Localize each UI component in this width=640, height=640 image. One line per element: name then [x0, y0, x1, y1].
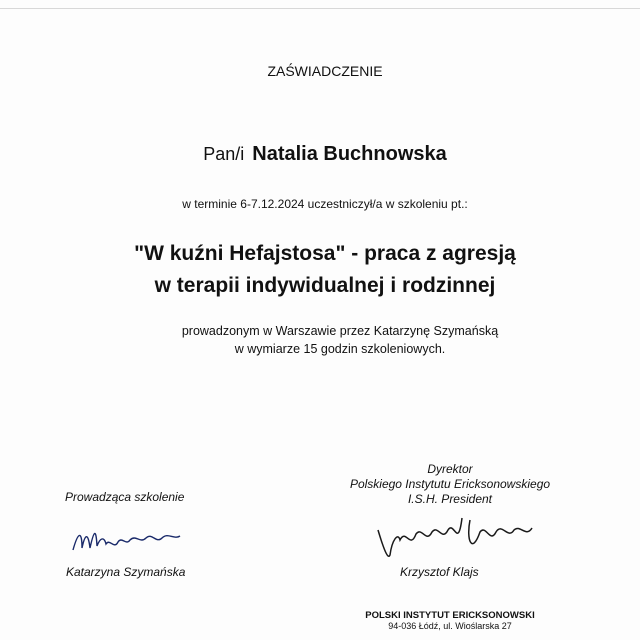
course-title-line2: w terapii indywidualnej i rodzinnej: [154, 274, 496, 297]
course-title: [0, 238, 640, 302]
role-line1: Dyrektor: [427, 462, 473, 476]
led-line1: prowadzonym w Warszawie przez Katarzynę Szymańską: [181, 324, 499, 338]
institute-stamp: [330, 610, 570, 632]
right-signatory-role: [330, 462, 570, 507]
recipient-line: [0, 143, 640, 166]
led-line2: w wymiarze 15 godzin szkoleniowych.: [234, 342, 446, 356]
signature-left: [70, 520, 185, 560]
stamp-line1: POLSKI INSTYTUT ERICKSONOWSKI: [365, 610, 535, 621]
left-signatory-name: Katarzyna Szymańska: [66, 565, 186, 579]
right-signatory-name: Krzysztof Klajs: [400, 565, 479, 579]
term-line: w terminie 6-7.12.2024 uczestniczył/a w szkoleniu pt.:: [182, 197, 468, 211]
scan-edge: [0, 8, 640, 9]
salutation: Pan/i: [203, 144, 245, 164]
left-signatory-role: Prowadząca szkolenie: [65, 490, 185, 504]
role-line2: Polskiego Instytutu Ericksonowskiego: [349, 477, 551, 491]
role-line3: I.S.H. President: [407, 492, 493, 506]
certificate-title: ZAŚWIADCZENIE: [267, 63, 383, 79]
recipient-name: Natalia Buchnowska: [252, 143, 447, 165]
signature-right: [370, 510, 540, 565]
stamp-line2: 94-036 Łódź, ul. Wioślarska 27: [388, 621, 512, 631]
course-details: [0, 322, 640, 358]
course-title-line1: "W kuźni Hefajstosa" - praca z agresją: [134, 242, 516, 265]
